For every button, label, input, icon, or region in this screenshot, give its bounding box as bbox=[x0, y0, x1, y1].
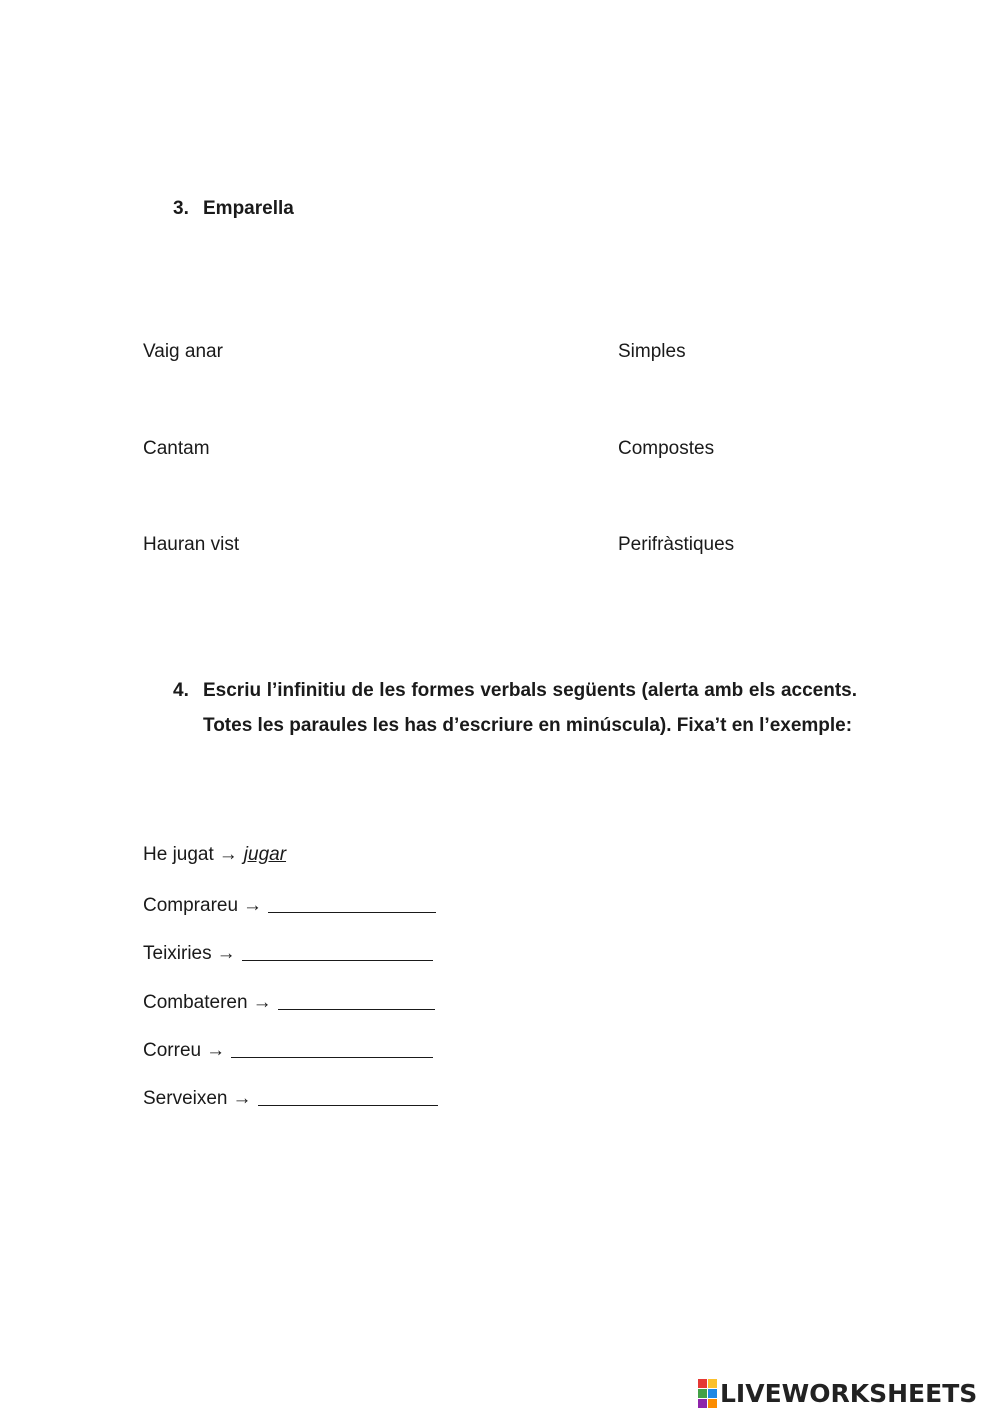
exercise-row bbox=[143, 940, 433, 965]
exercise-verb: Comprareu bbox=[143, 895, 239, 916]
answer-blank[interactable] bbox=[258, 1087, 438, 1106]
exercise-row bbox=[143, 1037, 433, 1062]
question-3-number: 3. bbox=[173, 198, 189, 219]
question-4-heading bbox=[173, 674, 857, 743]
arrow-right-icon: → bbox=[243, 895, 263, 916]
match-left-item[interactable]: Vaig anar bbox=[143, 341, 223, 362]
question-4-instruction: Escriu l’infinitiu de les formes verbals següents (alerta amb els accents. Totes les paraules les has d’escriure en minúscula). Fixa’t en l’exemple: bbox=[203, 680, 857, 736]
exercise-row bbox=[143, 989, 435, 1014]
liveworksheets-logo bbox=[698, 1379, 977, 1407]
example-verb: He jugat bbox=[143, 844, 214, 865]
exercise-verb: Serveixen bbox=[143, 1088, 228, 1109]
logo-text: LIVEWORKSHEETS bbox=[720, 1378, 978, 1408]
arrow-right-icon: → bbox=[206, 1040, 226, 1061]
question-4-number: 4. bbox=[173, 680, 189, 701]
logo-square bbox=[698, 1379, 707, 1388]
exercise-row bbox=[143, 1085, 438, 1110]
match-right-item[interactable]: Compostes bbox=[618, 438, 715, 459]
answer-blank[interactable] bbox=[278, 991, 435, 1010]
match-right-item[interactable]: Perifràstiques bbox=[618, 534, 735, 555]
example-row bbox=[143, 844, 286, 866]
example-answer: jugar bbox=[243, 844, 287, 865]
match-left-item[interactable]: Cantam bbox=[143, 438, 210, 459]
answer-blank[interactable] bbox=[242, 942, 433, 961]
arrow-right-icon: → bbox=[252, 992, 272, 1013]
arrow-right-icon: → bbox=[216, 943, 236, 964]
arrow-right-icon: → bbox=[232, 1088, 252, 1109]
answer-blank[interactable] bbox=[268, 894, 436, 913]
logo-square bbox=[708, 1399, 717, 1408]
exercise-verb: Teixiries bbox=[143, 943, 212, 964]
arrow-right-icon: → bbox=[218, 844, 238, 865]
question-3-title: Emparella bbox=[203, 198, 294, 219]
logo-square bbox=[708, 1379, 717, 1388]
exercise-verb: Combateren bbox=[143, 992, 248, 1013]
liveworksheets-logo-icon bbox=[698, 1379, 717, 1408]
logo-square bbox=[698, 1399, 707, 1408]
exercise-verb: Correu bbox=[143, 1040, 202, 1061]
match-left-item[interactable]: Hauran vist bbox=[143, 534, 240, 555]
logo-square bbox=[708, 1389, 717, 1398]
answer-blank[interactable] bbox=[231, 1039, 433, 1058]
logo-square bbox=[698, 1389, 707, 1398]
question-3-heading bbox=[173, 198, 294, 220]
exercise-row bbox=[143, 892, 436, 917]
match-right-item[interactable]: Simples bbox=[618, 341, 686, 362]
